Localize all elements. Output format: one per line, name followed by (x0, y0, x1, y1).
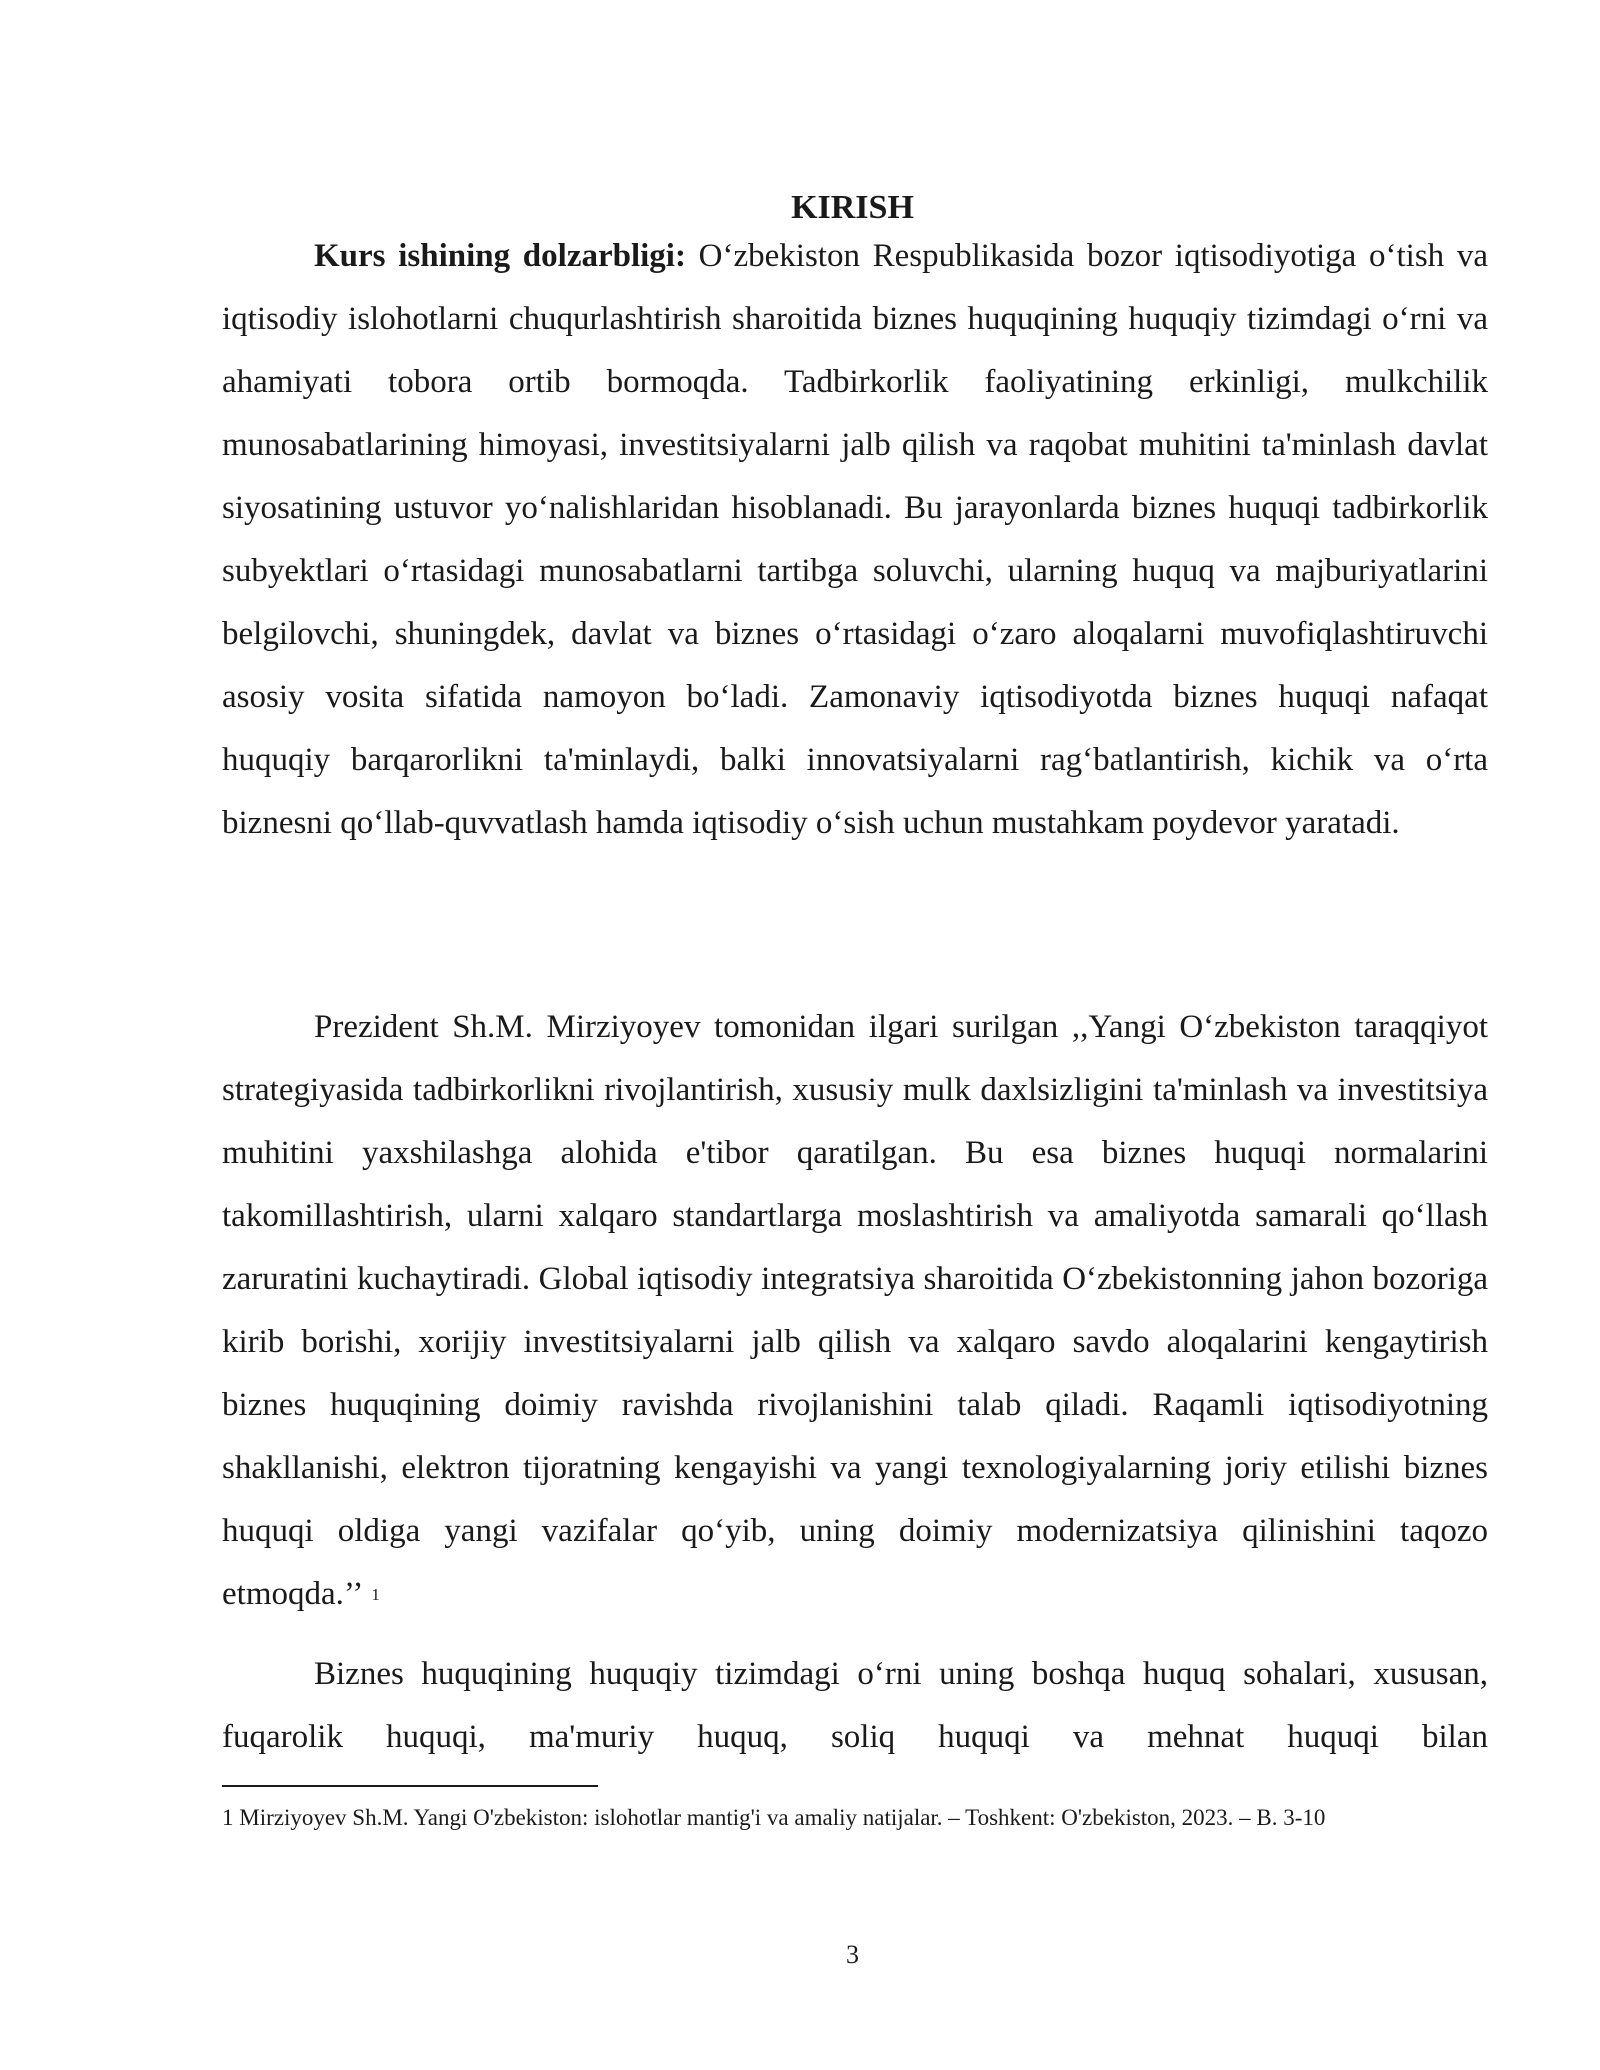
footnote-reference[interactable]: 1 (371, 1585, 380, 1604)
paragraph-text: Biznes huquqining huquqiy tizimdagi o‘rni uning boshqa huquq sohalari, xususan, fuqarolik huquqi, ma'muriy huquq, soliq huquqi va mehnat huquqi bilan (222, 1656, 1488, 1755)
paragraph-text: O‘zbekiston Respublikasida bozor iqtisodiyotiga o‘tish va iqtisodiy islohotlarni chuqurlashtirish sharoitida biznes huquqining huquqiy tizimdagi o‘rni va ahamiyati tobora ortib bormoqda. Tadbirkorlik faoliyatining erkinligi, mulkchilik munosabatlarining himoyasi, investitsiyalarni jalb qilish va raqobat muhitini ta'minlash davlat siyosatining ustuvor yo‘nalishlaridan hisoblanadi. Bu jarayonlarda biznes huquqi tadbirkorlik subyektlari o‘rtasidagi munosabatlarni tartibga soluvchi, ularning huquq va majburiyatlarini belgilovchi, shuningdek, davlat va biznes o‘rtasidagi o‘zaro aloqalarni muvofiqlashtiruvchi asosiy vosita sifatida namoyon bo‘ladi. Zamonaviy iqtisodiyotda biznes huquqi nafaqat huquqiy barqarorlikni ta'minlaydi, balki innovatsiyalarni rag‘batlantirish, kichik va o‘rta biznesni qo‘llab-quvvatlash hamda iqtisodiy o‘sish uchun mustahkam poydevor yaratadi. (222, 238, 1488, 841)
paragraph-lead: Kurs ishining dolzarbligi: (314, 238, 686, 274)
paragraph-president (222, 996, 1488, 1626)
section-heading: KIRISH (791, 189, 914, 226)
footnote-separator (222, 1785, 598, 1787)
page-number: 3 (846, 1940, 859, 1969)
paragraph-role (222, 1643, 1488, 1769)
footnote: 1 Mirziyoyev Sh.M. Yangi O'zbekiston: islohotlar mantig'i va amaliy natijalar. – Toshkent: O'zbekiston, 2023. – B. 3-10 (222, 1805, 1326, 1830)
paragraph-text: Prezident Sh.M. Mirziyoyev tomonidan ilgari surilgan ,,Yangi O‘zbekiston taraqqiyot strategiyasida tadbirkorlikni rivojlantirish, xususiy mulk daxlsizligini ta'minlash va investitsiya muhitini yaxshilashga alohida e'tibor qaratilgan. Bu esa biznes huquqi normalarini takomillashtirish, ularni xalqaro standartlarga moslashtirish va amaliyotda samarali qo‘llash zaruratini kuchaytiradi. Global iqtisodiy integratsiya sharoitida O‘zbekistonning jahon bozoriga kirib borishi, xorijiy investitsiyalarni jalb qilish va xalqaro savdo aloqalarini kengaytirish biznes huquqining doimiy ravishda rivojlanishini talab qiladi. Raqamli iqtisodiyotning shakllanishi, elektron tijoratning kengayishi va yangi texnologiyalarning joriy etilishi biznes huquqi oldiga yangi vazifalar qo‘yib, uning doimiy modernizatsiya qilinishini taqozo etmoqda.’’ (222, 1009, 1488, 1612)
paragraph-relevance (222, 225, 1488, 855)
